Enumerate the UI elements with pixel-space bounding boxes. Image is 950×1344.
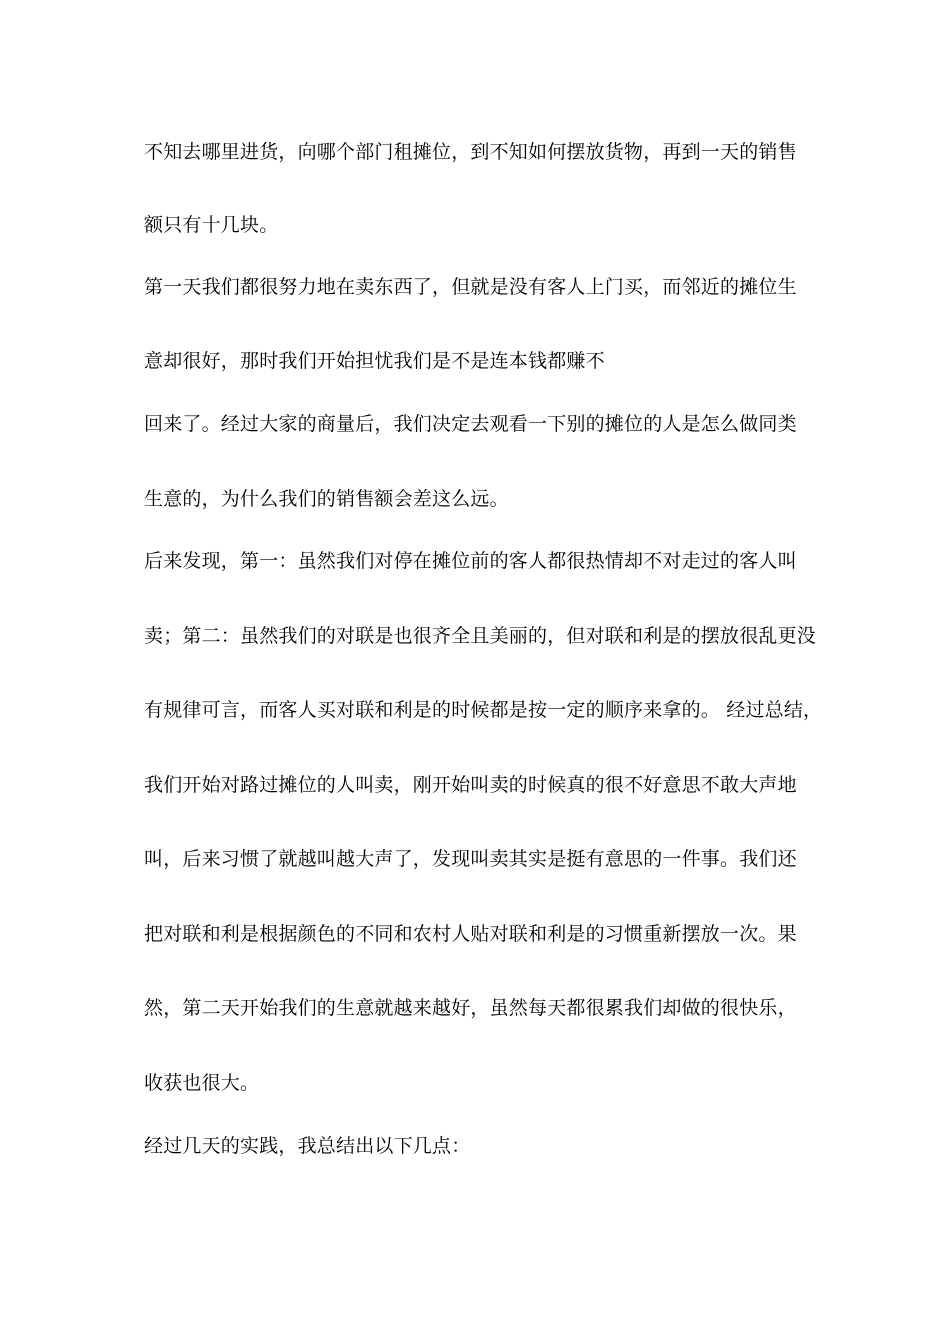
text-line-3: 第一天我们都很努力地在卖东西了，但就是没有客人上门买，而邻近的摊位生: [144, 276, 797, 298]
text-line-4: 意却很好，那时我们开始担忧我们是不是连本钱都赚不: [144, 350, 605, 372]
text-line-10: 我们开始对路过摊位的人叫卖，刚开始叫卖的时候真的很不好意思不敢大声地: [144, 774, 797, 796]
text-line-11: 叫，后来习惯了就越叫越大声了，发现叫卖其实是挺有意思的一件事。我们还: [144, 848, 797, 870]
text-line-5: 回来了。经过大家的商量后，我们决定去观看一下别的摊位的人是怎么做同类: [144, 413, 797, 435]
text-line-9: 有规律可言，而客人买对联和利是的时候都是按一定的顺序来拿的。 经过总结，: [144, 699, 823, 721]
text-line-15: 经过几天的实践，我总结出以下几点：: [144, 1135, 471, 1157]
text-line-13: 然，第二天开始我们的生意就越来越好，虽然每天都很累我们却做的很快乐，: [144, 997, 797, 1019]
text-line-2: 额只有十几块。: [144, 214, 279, 236]
text-line-1: 不知去哪里进货，向哪个部门租摊位，到不知如何摆放货物，再到一天的销售: [144, 141, 797, 163]
text-line-6: 生意的，为什么我们的销售额会差这么远。: [144, 488, 509, 510]
text-line-8: 卖；第二：虽然我们的对联是也很齐全且美丽的，但对联和利是的摆放很乱更没: [144, 625, 817, 647]
text-line-12: 把对联和利是根据颜色的不同和农村人贴对联和利是的习惯重新摆放一次。果: [144, 923, 797, 945]
text-line-14: 收获也很大。: [144, 1072, 260, 1094]
text-line-7: 后来发现，第一：虽然我们对停在摊位前的客人都很热情却不对走过的客人叫: [144, 550, 797, 572]
